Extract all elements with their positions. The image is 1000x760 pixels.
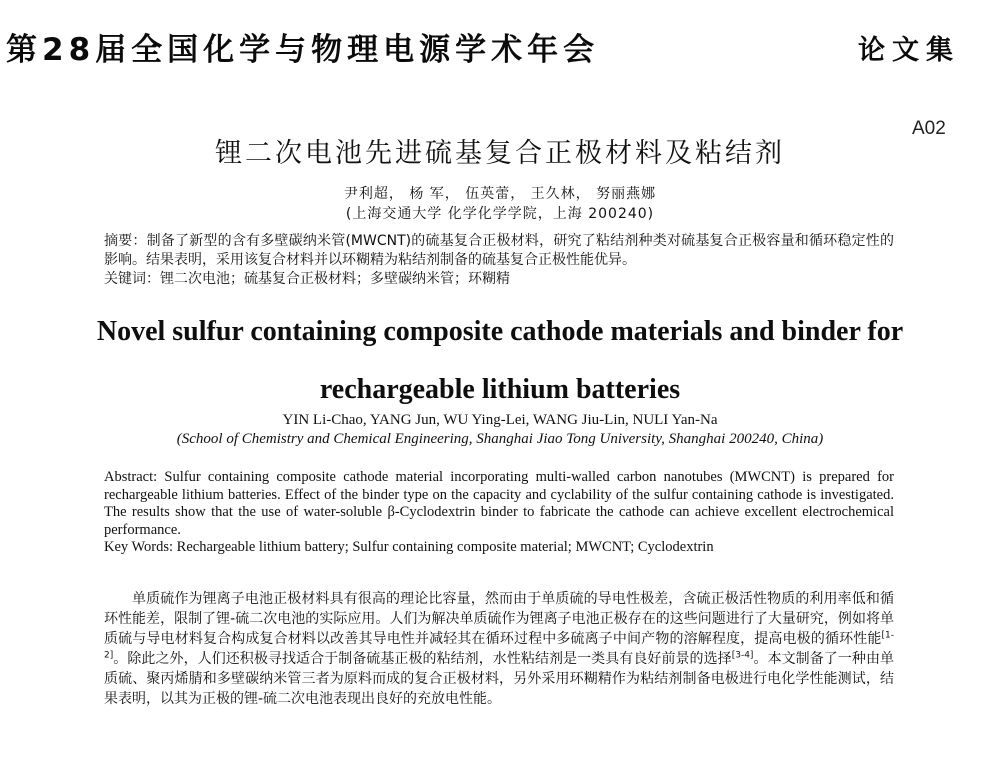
chinese-affiliation: (上海交通大学 化学化学学院，上海 200240) [345,206,655,222]
chinese-keywords: 关键词：锂二次电池；硫基复合正极材料；多壁碳纳米管；环糊精 [104,271,510,287]
body-text-part: 。本文制备了一种由单质硫、聚丙烯腈和多壁碳纳米管三者为原料而成的复合正极材料，另外采用环糊精作为粘结剂制备电极进行电化学性能测试，结果表明，以其为正极的锂-硫二次电池表现出良好的充放电性能。 [104,651,895,707]
chinese-title: 锂二次电池先进硫基复合正极材料及粘结剂 [215,138,785,169]
chinese-abstract: 摘要：制备了新型的含有多壁碳纳米管(MWCNT)的硫基复合正极材料，研究了粘结剂种类对硫基复合正极容量和循环稳定性的影响。结果表明，采用该复合材料并以环糊精为粘结剂制备的硫基复合正极性能优异。 [104,233,894,268]
paper-code: A02 [912,118,946,139]
body-text-part: 。除此之外，人们还积极寻找适合于制备硫基正极的粘结剂，水性粘结剂是一类具有良好前景的选择 [113,651,732,667]
chinese-authors: 尹利超， 杨 军， 伍英蕾， 王久林， 努丽燕娜 [343,186,657,202]
english-title: Novel sulfur containing composite cathode materials and binder for rechargeable lithium batteries [96,316,904,405]
body-paragraph [104,589,894,709]
citation-ref: [1-2] [104,630,894,661]
english-keywords: Key Words: Rechargeable lithium battery; Sulfur containing composite material; MWCNT; Cyclodextrin [104,539,714,555]
conference-title: 第28届全国化学与物理电源学术年会 [6,32,600,68]
body-text-part: 单质硫作为锂离子电池正极材料具有很高的理论比容量，然而由于单质硫的导电性极差，含硫正极活性物质的利用率低和循环性能差，限制了锂-硫二次电池的实际应用。人们为解决单质硫作为锂离子电池正极存在的这些问题进行了大量研究，例如将单质硫与导电材料复合构成复合材料以改善其导电性并减轻其在循环过程中多硫离子中间产物的溶解程度，提高电极的循环性能 [104,591,894,647]
citation-ref: [3-4] [731,650,754,661]
english-affiliation: (School of Chemistry and Chemical Engineering, Shanghai Jiao Tong University, Shanghai 200240, China) [176,431,824,447]
proceedings-label: 论文集 [858,35,960,66]
english-authors: YIN Li-Chao, YANG Jun, WU Ying-Lei, WANG Jiu-Lin, NULI Yan-Na [282,412,718,428]
english-abstract: Abstract: Sulfur containing composite cathode material incorporating multi-walled carbon nanotubes (MWCNT) is prepared for rechargeable lithium batteries. Effect of the binder type on the capacity and cyclability of the sulfur containing cathode is investigated. The results show that the use of water-soluble β-Cyclodextrin binder to fabricate the cathode can achieve excellent electrochemical performance. [104,469,894,538]
